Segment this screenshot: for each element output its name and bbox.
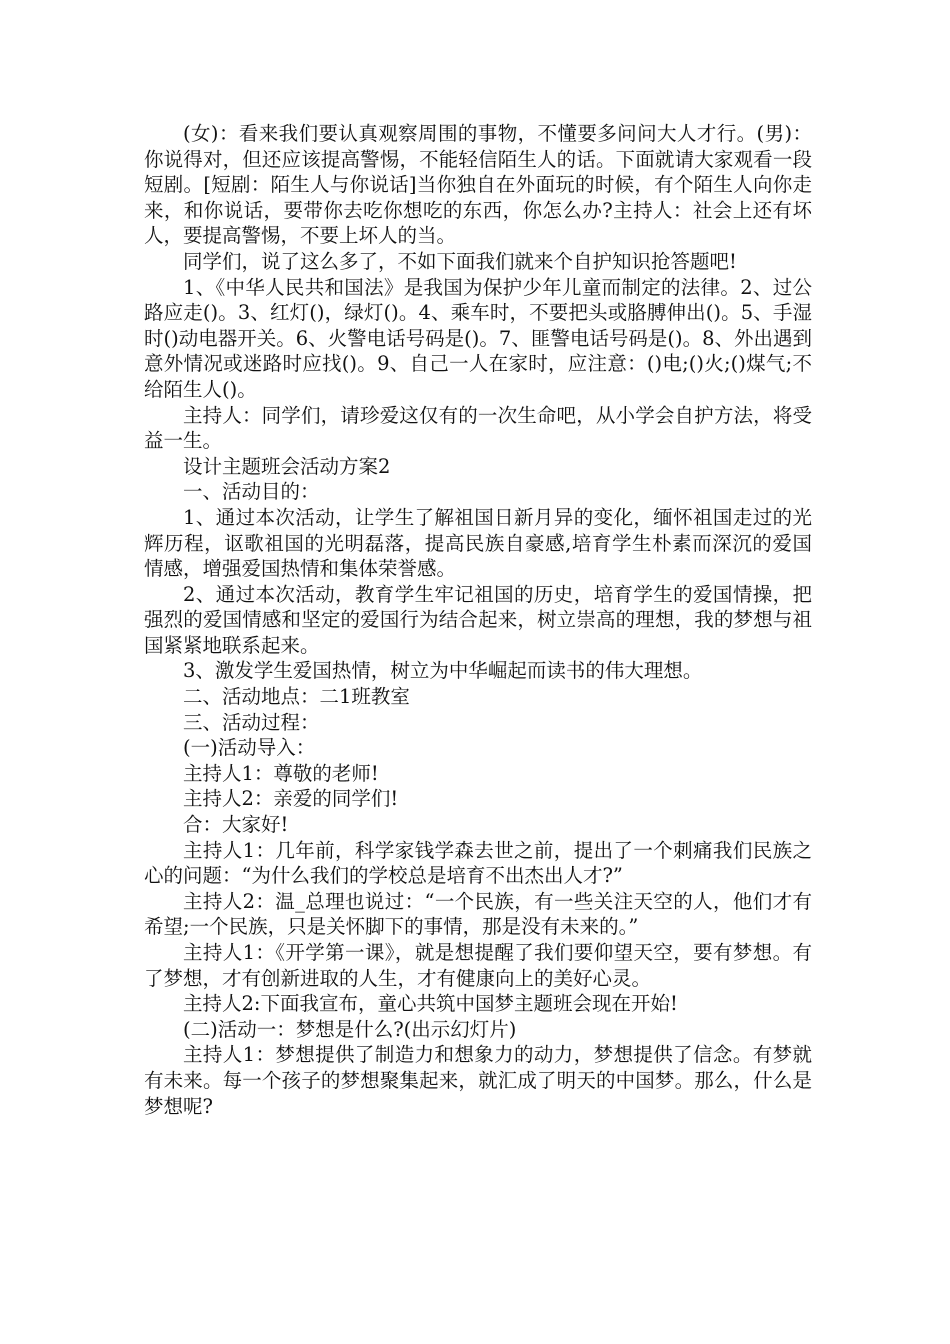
dialogue-line: 主持人1：《开学第一课》，就是想提醒了我们要仰望天空，要有梦想。有了梦想，才有创新进取的人生，才有健康向上的美好心灵。 xyxy=(144,941,812,990)
paragraph: 同学们，说了这么多了，不如下面我们就来个自护知识抢答题吧! xyxy=(183,249,737,273)
subsection-heading: (二)活动一：梦想是什么?(出示幻灯片) xyxy=(183,1017,517,1041)
dialogue-line: 主持人1：尊敬的老师! xyxy=(183,761,379,785)
section-title: 设计主题班会活动方案2 xyxy=(183,454,391,478)
dialogue-line: 主持人2：温_总理也说过：“一个民族，有一些关注天空的人，他们才有希望;一个民族，只是关怀脚下的事情，那是没有未来的。” xyxy=(144,889,812,939)
paragraph: 1、《中华人民共和国法》是我国为保护少年儿童而制定的法律。2、过公路应走()。3、红灯()，绿灯()。4、乘车时，不要把头或胳膊伸出()。5、手湿时()动电器开关。6、火警电话号码是()。7、匪警电话号码是()。8、外出遇到意外情况或迷路时应找()。9、自己一人在家时，应注意：()电;()火;()煤气;不给陌生人()。 xyxy=(144,275,812,401)
section-heading: 一、活动目的： xyxy=(183,480,320,504)
subsection-heading: (一)活动导入： xyxy=(183,736,316,760)
dialogue-line: 主持人1：几年前，科学家钱学森去世之前，提出了一个刺痛我们民族之心的问题：“为什么我们的学校总是培育不出杰出人才?” xyxy=(144,838,812,888)
paragraph: 主持人：同学们，请珍爱这仅有的一次生命吧，从小学会自护方法，将受益一生。 xyxy=(144,403,812,453)
dialogue-line: 主持人1：梦想提供了制造力和想象力的动力，梦想提供了信念。有梦就有未来。每一个孩子的梦想聚集起来，就汇成了明天的中国梦。那么，什么是梦想呢? xyxy=(144,1043,812,1118)
paragraph: 2、通过本次活动，教育学生牢记祖国的历史，培育学生的爱国情操，把强烈的爱国情感和坚定的爱国行为结合起来，树立崇高的理想，我的梦想与祖国紧紧地联系起来。 xyxy=(144,582,812,657)
document-page xyxy=(144,121,812,1119)
dialogue-line: 主持人2：亲爱的同学们! xyxy=(183,787,399,811)
section-heading: 二、活动地点：二1班教室 xyxy=(183,685,410,709)
paragraph: 1、通过本次活动，让学生了解祖国日新月异的变化，缅怀祖国走过的光辉历程，讴歌祖国的光明磊落，提高民族自豪感,培育学生朴素而深沉的爱国情感，增强爱国热情和集体荣誉感。 xyxy=(144,505,812,581)
dialogue-line: 合：大家好! xyxy=(183,813,289,837)
dialogue-line: 主持人2:下面我宣布，童心共筑中国梦主题班会现在开始! xyxy=(183,992,678,1016)
paragraph: (女)：看来我们要认真观察周围的事物，不懂要多问问大人才行。(男)：你说得对，但还应该提高警惕，不能轻信陌生人的话。下面就请大家观看一段短剧。[短剧：陌生人与你说话]当你独自在外面玩的时候，有个陌生人向你走来，和你说话，要带你去吃你想吃的东西，你怎么办?主持人：社会上还有坏人，要提高警惕，不要上坏人的当。 xyxy=(144,122,812,248)
section-heading: 三、活动过程： xyxy=(183,710,320,734)
paragraph: 3、激发学生爱国热情，树立为中华崛起而读书的伟大理想。 xyxy=(183,659,703,683)
